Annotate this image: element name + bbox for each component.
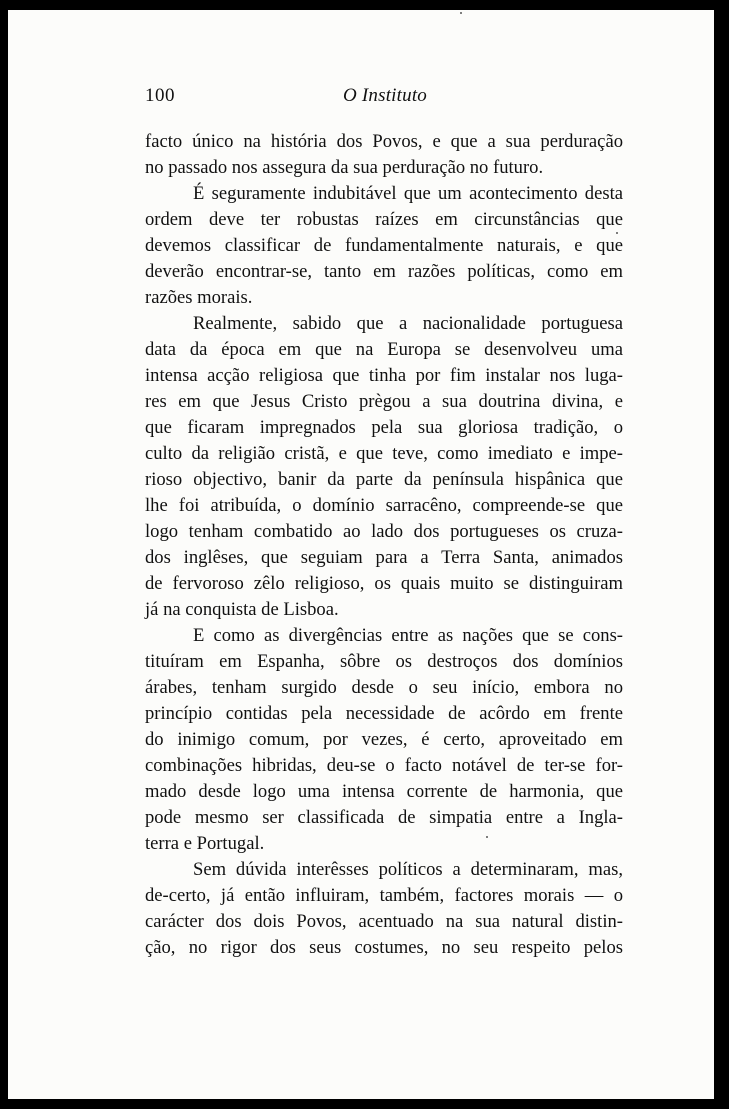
text-line: logo tenham combatido ao lado dos portugueses os cruza- (145, 521, 623, 542)
book-page (8, 10, 714, 1099)
running-title: O Instituto (343, 85, 428, 106)
text-line: árabes, tenham surgido desde o seu início, embora no (145, 677, 623, 698)
text-line: já na conquista de Lisboa. (145, 599, 339, 620)
text-line: res em que Jesus Cristo prègou a sua doutrina divina, e (145, 391, 623, 412)
paper-speck (486, 836, 488, 838)
text-line: É seguramente indubitável que um acontecimento desta (193, 183, 623, 204)
text-line: deverão encontrar-se, tanto em razões políticas, como em (145, 261, 623, 282)
text-line: no passado nos assegura da sua perduração no futuro. (145, 157, 544, 178)
body-text (145, 129, 623, 961)
text-line: culto da religião cristã, e que teve, como imediato e impe- (145, 443, 623, 464)
text-line: devemos classificar de fundamentalmente naturais, e que (145, 235, 623, 256)
text-line: princípio contidas pela necessidade de acôrdo em frente (145, 703, 623, 724)
text-line: razões morais. (145, 287, 253, 308)
page-header (145, 85, 625, 109)
text-line: ordem deve ter robustas raízes em circunstâncias que (145, 209, 623, 230)
page-number: 100 (145, 85, 175, 106)
text-line: rioso objectivo, banir da parte da península hispânica que (145, 469, 623, 490)
text-line: tituíram em Espanha, sôbre os destroços dos domínios (145, 651, 623, 672)
text-line: ção, no rigor dos seus costumes, no seu respeito pelos (145, 937, 623, 958)
text-line: intensa acção religiosa que tinha por fim instalar nos luga- (145, 365, 623, 386)
text-line: Realmente, sabido que a nacionalidade portuguesa (193, 313, 623, 334)
text-line: mado desde logo uma intensa corrente de harmonia, que (145, 781, 623, 802)
text-line: terra e Portugal. (145, 833, 265, 854)
text-line: de-certo, já então influiram, também, factores morais — o (145, 885, 623, 906)
text-line: dos inglêses, que seguiam para a Terra Santa, animados (145, 547, 623, 568)
text-line: que ficaram impregnados pela sua gloriosa tradição, o (145, 417, 623, 438)
text-line: pode mesmo ser classificada de simpatia entre a Ingla- (145, 807, 623, 828)
text-line: E como as divergências entre as nações que se cons- (193, 625, 623, 646)
text-line: lhe foi atribuída, o domínio sarracêno, compreende-se que (145, 495, 623, 516)
text-line: Sem dúvida interêsses políticos a determinaram, mas, (193, 859, 623, 880)
text-line: de fervoroso zêlo religioso, os quais muito se distinguiram (145, 573, 623, 594)
text-line: facto único na história dos Povos, e que a sua perduração (145, 131, 623, 152)
text-line: data da época em que na Europa se desenvolveu uma (145, 339, 623, 360)
paper-speck (616, 232, 618, 234)
text-line: do inimigo comum, por vezes, é certo, aproveitado em (145, 729, 623, 750)
text-line: combinações hibridas, deu-se o facto notável de ter-se for- (145, 755, 623, 776)
paper-speck (460, 12, 462, 14)
text-line: carácter dos dois Povos, acentuado na sua natural distin- (145, 911, 623, 932)
